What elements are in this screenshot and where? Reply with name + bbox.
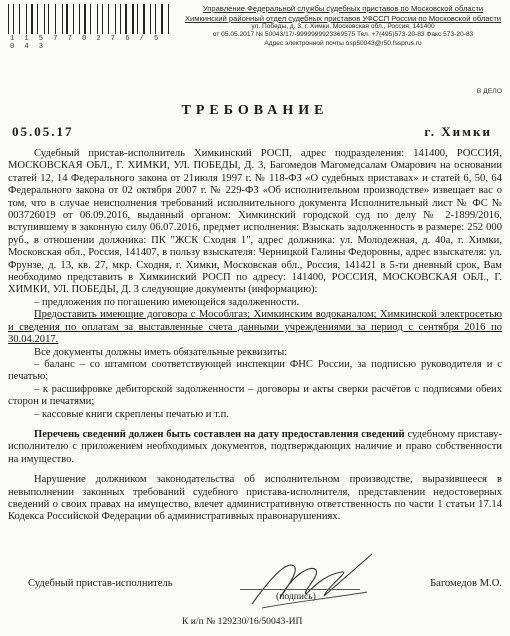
handwritten-signature xyxy=(232,546,382,616)
document-date: 05.05.17 xyxy=(12,124,74,139)
paragraph-receivables: – к расшифровке дебиторской задолженности – договоры и акты сверки расчётов с подписями обеих сторон и печатями; xyxy=(8,383,502,408)
list-date-rest: судебному приставу-исполнителю с приложением необходимых документов, подтверждающих наличие и право собственности на имущество. xyxy=(8,428,503,465)
letterhead xyxy=(180,4,506,48)
paragraph-intro: Судебный пристав-исполнитель Химкинский РОСП, адрес подразделения: 141400, РОССИЯ, МОСКОВСКАЯ ОБЛ., Г. ХИМКИ, УЛ. ПОБЕДЫ, Д. 3, Багомедов Магомедсалам Омарович на основании статей 12, 14 Федерального закона от 21июля 1997 г. № 118-ФЗ «О судебных приставах» и статей 6, 50, 64 Федерального закона от 02 октября 2007 г. № 229-ФЗ «Об исполнительном производстве» извещает вас о том, что в случае неисполнения требований исполнительного документа Исполнительный лист № ФС № 003726019 от 06.09.2016, выданный органом: Химкинский городской суд по делу № 2-1899/2016, вступившему в законную силу 06.07.2016, предмет исполнения: Взыскать задолженность в размере: 252 000 руб., в отношении должника: ПК "ЖСК Сходня 1", адрес должника: ул. Молодежная, д. 40а, г. Химки, Московская обл., Россия, 141407, в пользу взыскателя: Черницкой Галины Федоровны, адрес взыскателя: ул. Фрунзе, д. 13, кв. 27, мкр. Сходня, г. Химки, Московская обл., Россия, 141421 в 5-ти дневный срок, Вам необходимо представить в Химкинский РОСП по адресу: 141400, РОССИЯ, МОСКОВСКАЯ ОБЛ., Г. ХИМКИ, УЛ. ПОБЕДЫ, Д. 3 следующие документы (информацию): xyxy=(8,148,502,296)
paragraph-liability: Нарушение должником законодательства об исполнительном производстве, выразившееся в невыполнении законных требований судебного пристава-исполнителя, представлении недостоверных сведений о своих правах на имущество, влечет административную ответственность по части 1 статьи 17.14 Кодекса Российской Федерации об административных правонарушениях. xyxy=(8,474,502,523)
letterhead-address: ул. Победы, д. 3, г. Химки, Московская обл., Россия, 141400 xyxy=(251,23,435,30)
barcode xyxy=(8,4,173,34)
signer-name: Багомедов М.О. xyxy=(430,578,502,589)
letterhead-line2: Химкинский районный отдел судебных приставов УФССП России по Московской области xyxy=(184,13,502,23)
paragraph-list-date xyxy=(8,429,502,466)
signature-line xyxy=(240,589,360,590)
case-number: К и/п № 129230/16/50043-ИП xyxy=(182,616,303,627)
paragraph-requisites: Все документы должны иметь обязательные реквизиты: xyxy=(34,346,288,358)
letterhead-email: Адрес электронной почты osp50043@r50.fssprus.ru xyxy=(264,39,422,47)
file-mark: В ДЕЛО xyxy=(476,88,502,95)
signature-caption: (подпись) xyxy=(276,591,316,602)
list-date-emphasis: Перечень сведений должен быть составлен на дату предоставления сведений xyxy=(34,428,405,440)
paragraph-cashbooks: – кассовые книги скреплены печатью и т.п. xyxy=(34,408,229,420)
paragraph-contracts: Предоставить имеющие договора с Мособлгаз; Химкинским водоканалом; Химкинской электросетью и сведения по оплатам за выставленные счета данными учреждениями за период с сентября 2016 по 30.04.2017. xyxy=(8,309,502,346)
letterhead-line1: Управление Федеральной службы судебных приставов по Московской области xyxy=(202,4,484,13)
paragraph-debt-offers: – предложения по погашению имеющейся задолженности. xyxy=(34,296,300,308)
document-city: г. Химки xyxy=(424,124,492,139)
letterhead-phones: от 05.05.2017 № 50043/17/-9999999923369575 Тел. +7(495)573-20-83 Факс 573-20-83 xyxy=(212,31,474,39)
barcode-number: 1 1 5 7 7 0 2 7 6 / 5 0 4 3 xyxy=(10,35,162,51)
body-text xyxy=(8,148,502,524)
signer-role: Судебный пристав-исполнитель xyxy=(28,578,173,589)
document-title: ТРЕБОВАНИЕ xyxy=(181,103,329,118)
paragraph-balance: – баланс – со штампом соответствующей инспекции ФНС России, за подписью руководителя и с печатью; xyxy=(8,358,502,383)
